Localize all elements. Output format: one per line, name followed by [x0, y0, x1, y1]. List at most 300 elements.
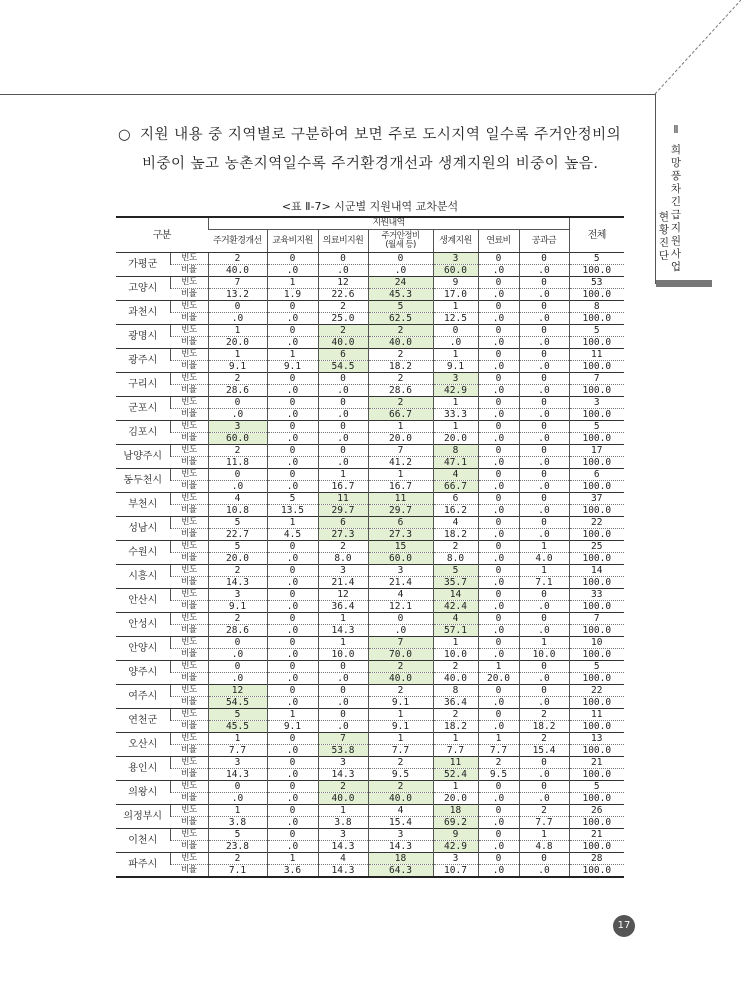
freq-cell: 4	[433, 469, 478, 481]
row-kind-freq: 빈도	[170, 853, 208, 865]
freq-cell: 2	[368, 781, 433, 793]
table-row	[116, 445, 624, 457]
row-kind-freq: 빈도	[170, 541, 208, 553]
freq-cell: 0	[478, 805, 519, 817]
table-row	[116, 865, 624, 878]
region-name: 시흥시	[116, 565, 170, 589]
pct-cell: 10.0	[433, 649, 478, 661]
table-row	[116, 805, 624, 817]
pct-cell: .0	[478, 601, 519, 613]
freq-cell: 0	[519, 493, 569, 505]
freq-cell: 1	[208, 733, 267, 745]
freq-cell: 2	[368, 661, 433, 673]
header-total: 전체	[569, 217, 624, 253]
pct-cell: 9.1	[267, 721, 318, 733]
pct-cell: 25.0	[318, 313, 368, 325]
row-kind-pct: 비율	[170, 841, 208, 853]
region-name: 고양시	[116, 277, 170, 301]
pct-cell: 100.0	[569, 313, 624, 325]
pct-cell: 20.0	[433, 793, 478, 805]
pct-cell: 16.7	[368, 481, 433, 493]
pct-cell: .0	[433, 337, 478, 349]
table-row	[116, 481, 624, 493]
row-kind-pct: 비율	[170, 601, 208, 613]
pct-cell: 28.6	[208, 385, 267, 397]
table-row	[116, 637, 624, 649]
table-row	[116, 517, 624, 529]
region-name: 이천시	[116, 829, 170, 853]
freq-cell: 2	[433, 709, 478, 721]
freq-cell: 0	[478, 445, 519, 457]
header-col: 주거안정비 (월세 등)	[368, 230, 433, 253]
freq-cell: 0	[318, 373, 368, 385]
freq-cell: 3	[433, 373, 478, 385]
pct-cell: 10.0	[318, 649, 368, 661]
pct-cell: 53.8	[318, 745, 368, 757]
freq-cell: 0	[519, 781, 569, 793]
row-kind-freq: 빈도	[170, 301, 208, 313]
freq-cell: 2	[368, 349, 433, 361]
pct-cell: .0	[478, 553, 519, 565]
pct-cell: .0	[478, 337, 519, 349]
freq-cell: 2	[318, 541, 368, 553]
freq-cell: 1	[267, 853, 318, 865]
freq-cell: 1	[208, 805, 267, 817]
freq-cell: 0	[519, 853, 569, 865]
row-kind-pct: 비율	[170, 625, 208, 637]
table-row	[116, 565, 624, 577]
freq-cell: 1	[433, 733, 478, 745]
freq-cell: 12	[318, 277, 368, 289]
freq-cell: 33	[569, 589, 624, 601]
pct-cell: 9.1	[267, 361, 318, 373]
pct-cell: 3.8	[208, 817, 267, 829]
pct-cell: 100.0	[569, 673, 624, 685]
pct-cell: 10.7	[433, 865, 478, 878]
row-kind-pct: 비율	[170, 745, 208, 757]
pct-cell: 70.0	[368, 649, 433, 661]
header-col: 생계지원	[433, 230, 478, 253]
freq-cell: 6	[433, 493, 478, 505]
pct-cell: .0	[267, 817, 318, 829]
pct-cell: 3.6	[267, 865, 318, 878]
row-kind-freq: 빈도	[170, 589, 208, 601]
freq-cell: 18	[368, 853, 433, 865]
freq-cell: 2	[368, 757, 433, 769]
pct-cell: 22.7	[208, 529, 267, 541]
pct-cell: .0	[519, 673, 569, 685]
freq-cell: 0	[208, 301, 267, 313]
freq-cell: 2	[433, 541, 478, 553]
table-row	[116, 397, 624, 409]
pct-cell: .0	[519, 625, 569, 637]
pct-cell: .0	[519, 337, 569, 349]
freq-cell: 0	[267, 805, 318, 817]
page-number: 17	[613, 915, 635, 937]
pct-cell: 100.0	[569, 841, 624, 853]
pct-cell: 100.0	[569, 337, 624, 349]
table-row	[116, 325, 624, 337]
freq-cell: 0	[318, 397, 368, 409]
table-row	[116, 853, 624, 865]
freq-cell: 25	[569, 541, 624, 553]
pct-cell: .0	[267, 649, 318, 661]
region-name: 오산시	[116, 733, 170, 757]
freq-cell: 5	[368, 301, 433, 313]
pct-cell: 15.4	[368, 817, 433, 829]
freq-cell: 21	[569, 829, 624, 841]
freq-cell: 6	[318, 517, 368, 529]
freq-cell: 0	[478, 709, 519, 721]
header-col: 교육비지원	[267, 230, 318, 253]
freq-cell: 0	[478, 349, 519, 361]
freq-cell: 1	[368, 733, 433, 745]
freq-cell: 1	[433, 781, 478, 793]
freq-cell: 26	[569, 805, 624, 817]
freq-cell: 0	[267, 469, 318, 481]
table-row	[116, 757, 624, 769]
row-kind-pct: 비율	[170, 433, 208, 445]
freq-cell: 3	[433, 253, 478, 265]
pct-cell: 14.3	[208, 769, 267, 781]
region-name: 김포시	[116, 421, 170, 445]
pct-cell: 100.0	[569, 409, 624, 421]
row-kind-freq: 빈도	[170, 661, 208, 673]
freq-cell: 5	[208, 541, 267, 553]
pct-cell: 100.0	[569, 385, 624, 397]
freq-cell: 2	[368, 685, 433, 697]
pct-cell: .0	[267, 673, 318, 685]
freq-cell: 0	[478, 829, 519, 841]
pct-cell: .0	[267, 313, 318, 325]
freq-cell: 4	[433, 517, 478, 529]
freq-cell: 5	[569, 325, 624, 337]
pct-cell: .0	[519, 865, 569, 878]
pct-cell: 14.3	[208, 577, 267, 589]
pct-cell: 41.2	[368, 457, 433, 469]
table-row	[116, 469, 624, 481]
pct-cell: .0	[478, 505, 519, 517]
pct-cell: .0	[368, 625, 433, 637]
pct-cell: .0	[368, 265, 433, 277]
pct-cell: .0	[519, 385, 569, 397]
pct-cell: .0	[478, 841, 519, 853]
pct-cell: .0	[519, 529, 569, 541]
pct-cell: 22.6	[318, 289, 368, 301]
freq-cell: 9	[433, 277, 478, 289]
table-row	[116, 589, 624, 601]
freq-cell: 4	[368, 805, 433, 817]
freq-cell: 0	[478, 493, 519, 505]
freq-cell: 5	[569, 781, 624, 793]
pct-cell: .0	[519, 265, 569, 277]
header-support: 지원내역	[208, 217, 569, 230]
freq-cell: 0	[478, 613, 519, 625]
freq-cell: 0	[478, 301, 519, 313]
pct-cell: 100.0	[569, 265, 624, 277]
freq-cell: 0	[519, 277, 569, 289]
freq-cell: 3	[318, 829, 368, 841]
side-tab-subtitle: 현황 진단	[658, 211, 670, 262]
freq-cell: 0	[267, 637, 318, 649]
table-row	[116, 733, 624, 745]
pct-cell: 42.4	[433, 601, 478, 613]
row-kind-freq: 빈도	[170, 805, 208, 817]
freq-cell: 5	[267, 493, 318, 505]
freq-cell: 0	[478, 469, 519, 481]
pct-cell: 7.7	[368, 745, 433, 757]
freq-cell: 0	[519, 349, 569, 361]
pct-cell: 33.3	[433, 409, 478, 421]
pct-cell: 52.4	[433, 769, 478, 781]
row-kind-pct: 비율	[170, 457, 208, 469]
pct-cell: .0	[267, 745, 318, 757]
table-row	[116, 409, 624, 421]
freq-cell: 0	[519, 589, 569, 601]
pct-cell: 7.1	[208, 865, 267, 878]
freq-cell: 0	[208, 469, 267, 481]
freq-cell: 0	[208, 661, 267, 673]
freq-cell: 1	[318, 469, 368, 481]
header-group: 구분	[116, 217, 208, 253]
pct-cell: .0	[519, 697, 569, 709]
freq-cell: 4	[208, 493, 267, 505]
freq-cell: 10	[569, 637, 624, 649]
pct-cell: .0	[318, 457, 368, 469]
pct-cell: .0	[267, 553, 318, 565]
freq-cell: 7	[368, 445, 433, 457]
region-name: 여주시	[116, 685, 170, 709]
pct-cell: 66.7	[368, 409, 433, 421]
pct-cell: .0	[478, 409, 519, 421]
freq-cell: 5	[569, 661, 624, 673]
freq-cell: 2	[318, 301, 368, 313]
region-name: 의왕시	[116, 781, 170, 805]
freq-cell: 2	[478, 757, 519, 769]
freq-cell: 0	[478, 373, 519, 385]
freq-cell: 2	[208, 373, 267, 385]
freq-cell: 2	[208, 445, 267, 457]
freq-cell: 3	[368, 565, 433, 577]
freq-cell: 2	[368, 325, 433, 337]
pct-cell: .0	[267, 601, 318, 613]
freq-cell: 1	[433, 421, 478, 433]
pct-cell: .0	[267, 793, 318, 805]
table-row	[116, 313, 624, 325]
freq-cell: 5	[569, 253, 624, 265]
row-kind-pct: 비율	[170, 529, 208, 541]
freq-cell: 6	[318, 349, 368, 361]
freq-cell: 14	[569, 565, 624, 577]
table-row	[116, 685, 624, 697]
pct-cell: .0	[208, 793, 267, 805]
table-row	[116, 301, 624, 313]
freq-cell: 0	[478, 541, 519, 553]
row-kind-pct: 비율	[170, 697, 208, 709]
pct-cell: 100.0	[569, 769, 624, 781]
pct-cell: 28.6	[368, 385, 433, 397]
pct-cell: .0	[478, 361, 519, 373]
freq-cell: 0	[478, 517, 519, 529]
freq-cell: 0	[519, 661, 569, 673]
pct-cell: .0	[318, 385, 368, 397]
pct-cell: .0	[478, 817, 519, 829]
row-kind-pct: 비율	[170, 289, 208, 301]
row-kind-freq: 빈도	[170, 493, 208, 505]
pct-cell: .0	[519, 457, 569, 469]
freq-cell: 8	[433, 445, 478, 457]
freq-cell: 1	[519, 541, 569, 553]
freq-cell: 0	[267, 325, 318, 337]
pct-cell: 40.0	[208, 265, 267, 277]
table-row	[116, 265, 624, 277]
freq-cell: 11	[318, 493, 368, 505]
pct-cell: .0	[478, 649, 519, 661]
table-caption: <표 Ⅱ-7> 시군별 지원내역 교차분석	[281, 200, 459, 213]
pct-cell: 100.0	[569, 289, 624, 301]
row-kind-pct: 비율	[170, 361, 208, 373]
pct-cell: 100.0	[569, 649, 624, 661]
pct-cell: .0	[267, 409, 318, 421]
pct-cell: 15.4	[519, 745, 569, 757]
pct-cell: .0	[208, 649, 267, 661]
pct-cell: 27.3	[368, 529, 433, 541]
pct-cell: .0	[267, 337, 318, 349]
freq-cell: 1	[267, 709, 318, 721]
pct-cell: 9.5	[478, 769, 519, 781]
region-name: 파주시	[116, 853, 170, 878]
freq-cell: 2	[208, 565, 267, 577]
table-row	[116, 697, 624, 709]
region-name: 남양주시	[116, 445, 170, 469]
region-name: 연천군	[116, 709, 170, 733]
freq-cell: 1	[208, 325, 267, 337]
row-kind-freq: 빈도	[170, 757, 208, 769]
freq-cell: 3	[208, 421, 267, 433]
corner-diagonal-line	[0, 0, 741, 100]
header-col: 의료비지원	[318, 230, 368, 253]
freq-cell: 0	[318, 445, 368, 457]
freq-cell: 4	[368, 589, 433, 601]
pct-cell: 100.0	[569, 553, 624, 565]
row-kind-freq: 빈도	[170, 685, 208, 697]
region-name: 광명시	[116, 325, 170, 349]
summary-paragraph	[118, 121, 648, 179]
pct-cell: .0	[478, 313, 519, 325]
freq-cell: 2	[318, 325, 368, 337]
table-row	[116, 577, 624, 589]
freq-cell: 2	[208, 613, 267, 625]
pct-cell: 64.3	[368, 865, 433, 878]
freq-cell: 17	[569, 445, 624, 457]
row-kind-freq: 빈도	[170, 277, 208, 289]
table-row	[116, 745, 624, 757]
pct-cell: .0	[519, 361, 569, 373]
freq-cell: 0	[267, 565, 318, 577]
table-row	[116, 385, 624, 397]
pct-cell: .0	[267, 385, 318, 397]
pct-cell: 12.1	[368, 601, 433, 613]
pct-cell: 14.3	[318, 625, 368, 637]
freq-cell: 1	[433, 301, 478, 313]
freq-cell: 1	[267, 277, 318, 289]
row-kind-pct: 비율	[170, 649, 208, 661]
freq-cell: 7	[569, 373, 624, 385]
pct-cell: 29.7	[368, 505, 433, 517]
freq-cell: 53	[569, 277, 624, 289]
row-kind-freq: 빈도	[170, 349, 208, 361]
freq-cell: 11	[368, 493, 433, 505]
pct-cell: 14.3	[318, 865, 368, 878]
table-row	[116, 361, 624, 373]
row-kind-pct: 비율	[170, 313, 208, 325]
freq-cell: 0	[519, 685, 569, 697]
freq-cell: 0	[478, 781, 519, 793]
table-row	[116, 817, 624, 829]
row-kind-pct: 비율	[170, 481, 208, 493]
freq-cell: 2	[318, 781, 368, 793]
pct-cell: 40.0	[368, 673, 433, 685]
pct-cell: 100.0	[569, 505, 624, 517]
pct-cell: .0	[519, 313, 569, 325]
region-name: 과천시	[116, 301, 170, 325]
freq-cell: 0	[478, 589, 519, 601]
pct-cell: .0	[478, 529, 519, 541]
freq-cell: 37	[569, 493, 624, 505]
freq-cell: 1	[368, 709, 433, 721]
pct-cell: 10.0	[519, 649, 569, 661]
row-kind-freq: 빈도	[170, 829, 208, 841]
pct-cell: 20.0	[208, 553, 267, 565]
freq-cell: 1	[318, 613, 368, 625]
pct-cell: 9.1	[208, 601, 267, 613]
pct-cell: .0	[267, 697, 318, 709]
pct-cell: 36.4	[318, 601, 368, 613]
row-kind-pct: 비율	[170, 817, 208, 829]
freq-cell: 0	[478, 397, 519, 409]
freq-cell: 21	[569, 757, 624, 769]
region-name: 부천시	[116, 493, 170, 517]
pct-cell: 18.2	[368, 361, 433, 373]
pct-cell: .0	[478, 865, 519, 878]
pct-cell: 42.9	[433, 385, 478, 397]
freq-cell: 0	[267, 301, 318, 313]
pct-cell: 28.6	[208, 625, 267, 637]
table-row	[116, 721, 624, 733]
pct-cell: 47.1	[433, 457, 478, 469]
pct-cell: .0	[519, 769, 569, 781]
pct-cell: 100.0	[569, 433, 624, 445]
header-col: 공과금	[519, 230, 569, 253]
pct-cell: 3.8	[318, 817, 368, 829]
row-kind-pct: 비율	[170, 265, 208, 277]
freq-cell: 0	[267, 253, 318, 265]
pct-cell: 16.7	[318, 481, 368, 493]
freq-cell: 1	[267, 517, 318, 529]
freq-cell: 1	[433, 349, 478, 361]
pct-cell: 18.2	[519, 721, 569, 733]
pct-cell: 45.5	[208, 721, 267, 733]
freq-cell: 0	[478, 637, 519, 649]
freq-cell: 0	[318, 685, 368, 697]
table-row	[116, 829, 624, 841]
freq-cell: 5	[433, 565, 478, 577]
pct-cell: 20.0	[433, 433, 478, 445]
pct-cell: 7.7	[519, 817, 569, 829]
pct-cell: 9.5	[368, 769, 433, 781]
freq-cell: 1	[433, 637, 478, 649]
pct-cell: 69.2	[433, 817, 478, 829]
